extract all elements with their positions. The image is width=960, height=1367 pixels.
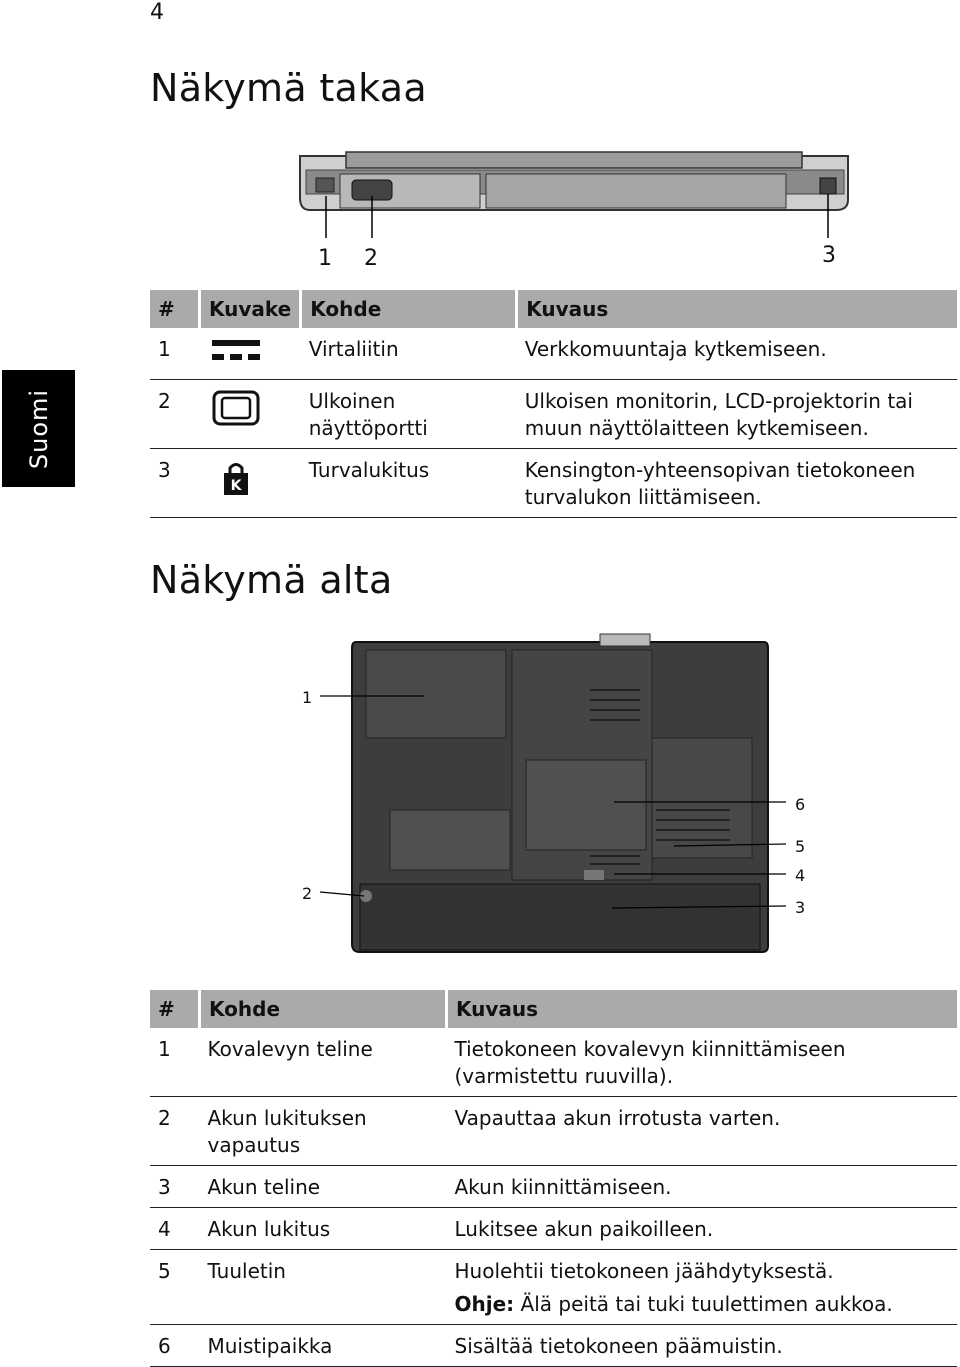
- row-desc: Lukitsee akun paikoilleen.: [447, 1208, 958, 1250]
- row-num: 4: [150, 1208, 200, 1250]
- row-item: Akun lukituksen vapautus: [200, 1097, 447, 1166]
- header-desc: Kuvaus: [517, 290, 957, 328]
- row-item: Akun lukitus: [200, 1208, 447, 1250]
- table-row: [150, 1208, 957, 1250]
- row-num: 1: [158, 337, 171, 361]
- row-desc: Kensington-yhteensopivan tietokoneen turvalukon liittämiseen.: [517, 449, 957, 518]
- bottom-callout-4: 4: [795, 866, 806, 885]
- header-num: #: [150, 290, 200, 328]
- bottom-view-table: [150, 990, 957, 1367]
- page-number: 4: [150, 0, 164, 25]
- table-row: [150, 1097, 957, 1166]
- header-item: Kohde: [200, 990, 447, 1028]
- row-item: Kovalevyn teline: [207, 1037, 373, 1061]
- row-desc: Tietokoneen kovalevyn kiinnittämiseen (varmistettu ruuvilla).: [454, 1037, 846, 1088]
- row-num: 6: [150, 1325, 200, 1367]
- language-tab: [2, 370, 75, 487]
- svg-text:K: K: [230, 478, 241, 494]
- row-num: 3: [150, 449, 200, 518]
- row-item: Ulkoinen näyttöportti: [301, 380, 517, 449]
- table-row: [150, 1028, 957, 1097]
- header-icon: Kuvake: [200, 290, 301, 328]
- row-num: 2: [150, 380, 200, 449]
- rear-view-table: [150, 290, 957, 518]
- kensington-lock-icon: [200, 449, 301, 518]
- row-item: Tuuletin: [200, 1250, 447, 1325]
- bottom-view-title: Näkymä alta: [150, 558, 393, 602]
- row-desc: Vapauttaa akun irrotusta varten.: [447, 1097, 958, 1166]
- bottom-view-illustration: [300, 630, 820, 960]
- bottom-callout-2: 2: [302, 884, 313, 903]
- header-item: Kohde: [301, 290, 517, 328]
- monitor-port-icon: [200, 380, 301, 449]
- fan-note: [455, 1291, 950, 1318]
- table-row: [150, 1250, 957, 1325]
- rear-callout-2: 2: [364, 246, 378, 271]
- bottom-callout-6: 6: [795, 795, 806, 814]
- row-num: 3: [150, 1166, 200, 1208]
- table-row: [150, 328, 957, 380]
- note-label: Ohje:: [454, 1292, 515, 1316]
- note-text: Älä peitä tai tuki tuulettimen aukkoa.: [514, 1292, 893, 1316]
- row-desc: Sisältää tietokoneen päämuistin.: [447, 1325, 958, 1367]
- rear-callout-3: 3: [822, 243, 836, 268]
- row-desc: Ulkoisen monitorin, LCD-projektorin tai muun näyttölaitteen kytkemiseen.: [517, 380, 957, 449]
- bottom-callout-5: 5: [795, 837, 806, 856]
- table-header: [150, 290, 957, 328]
- rear-view-title: Näkymä takaa: [150, 66, 427, 110]
- bottom-callout-1: 1: [302, 688, 313, 707]
- header-desc: Kuvaus: [447, 990, 958, 1028]
- table-row: [150, 449, 957, 518]
- row-desc: [447, 1250, 958, 1325]
- row-desc-text: Huolehtii tietokoneen jäähdytyksestä.: [454, 1259, 834, 1283]
- bottom-callout-3: 3: [795, 898, 806, 917]
- row-desc: Akun kiinnittämiseen.: [447, 1166, 958, 1208]
- row-num: 1: [158, 1037, 171, 1061]
- row-item: Virtaliitin: [308, 337, 399, 361]
- table-row: [150, 380, 957, 449]
- row-desc: Verkkomuuntaja kytkemiseen.: [524, 337, 827, 361]
- table-header: [150, 990, 957, 1028]
- header-num: #: [150, 990, 200, 1028]
- rear-view-illustration: [296, 148, 856, 276]
- language-tab-label: Suomi: [24, 388, 53, 469]
- power-connector-icon: [200, 328, 301, 380]
- row-num: 2: [150, 1097, 200, 1166]
- row-item: Akun teline: [200, 1166, 447, 1208]
- row-item: Muistipaikka: [200, 1325, 447, 1367]
- row-num: 5: [150, 1250, 200, 1325]
- rear-callout-1: 1: [318, 246, 332, 271]
- table-row: [150, 1166, 957, 1208]
- row-item: Turvalukitus: [301, 449, 517, 518]
